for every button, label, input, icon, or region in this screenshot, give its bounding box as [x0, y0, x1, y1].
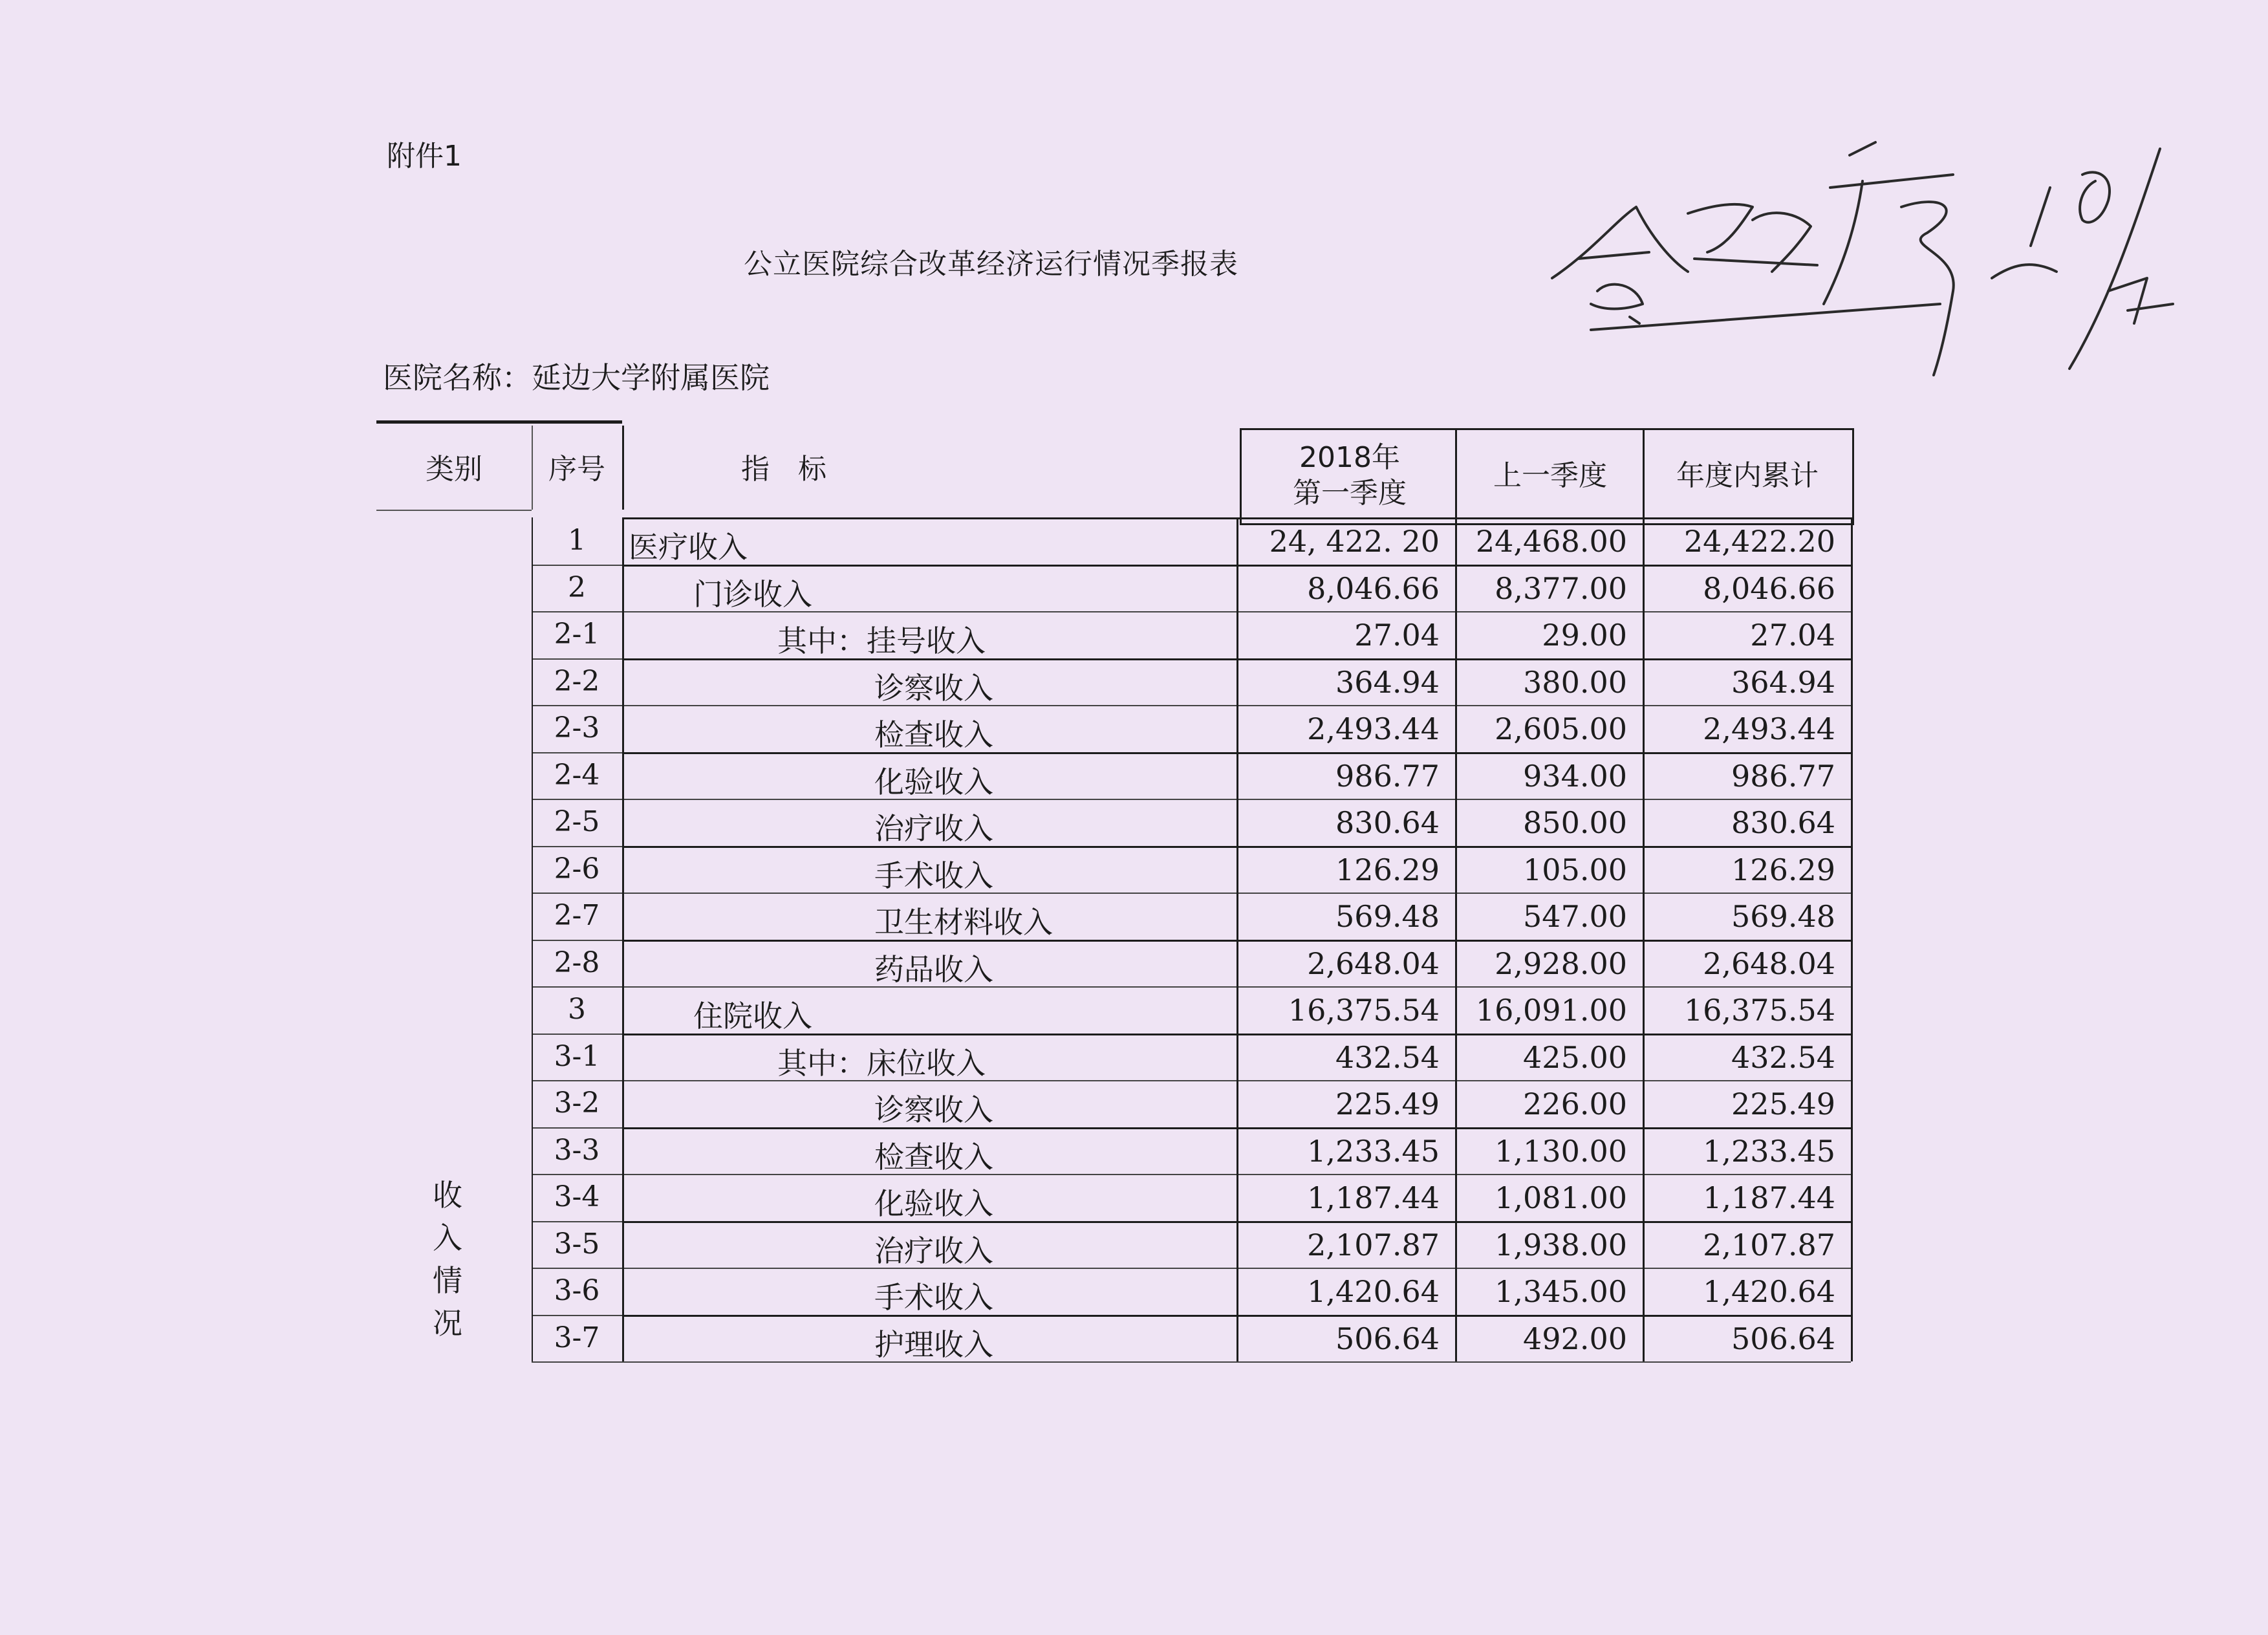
category-char: 入 — [433, 1220, 462, 1255]
header-amount-frame — [1240, 428, 1854, 525]
report-title: 公立医院综合改革经济运行情况季报表 — [744, 248, 1238, 281]
index-row-rule — [532, 1221, 622, 1222]
row-prev-value: 547.00 — [1523, 899, 1627, 934]
q1-right-border — [1455, 517, 1457, 1361]
row-prev-value: 934.00 — [1523, 758, 1627, 794]
category-char: 情 — [433, 1263, 462, 1298]
row-indicator: 诊察收入 — [874, 1092, 993, 1127]
row-ytd-value: 2,648.04 — [1703, 946, 1835, 981]
row-index: 2 — [568, 570, 586, 604]
row-indicator: 卫生材料收入 — [874, 905, 1053, 940]
row-indicator: 护理收入 — [874, 1326, 993, 1361]
row-ytd-value: 2,493.44 — [1703, 711, 1835, 746]
index-row-rule — [532, 1315, 622, 1316]
attachment-label: 附件1 — [387, 140, 462, 173]
row-prev-value: 1,345.00 — [1495, 1274, 1627, 1309]
row-index: 2-3 — [554, 711, 600, 744]
row-index: 2-2 — [554, 664, 600, 698]
row-indicator: 化验收入 — [874, 764, 993, 799]
row-prev-value: 226.00 — [1523, 1087, 1627, 1121]
handwritten-signature — [1539, 97, 2186, 407]
row-q1-value: 364.94 — [1335, 664, 1440, 700]
index-row-rule — [532, 1268, 622, 1269]
row-ytd-value: 27.04 — [1750, 618, 1835, 653]
category-separator — [376, 510, 532, 511]
index-row-rule — [532, 799, 622, 800]
category-label-vertical — [428, 1174, 467, 1345]
index-row-rule — [532, 1127, 622, 1129]
index-row-rule — [532, 611, 622, 612]
index-row-rule — [532, 893, 622, 894]
index-row-rule — [532, 565, 622, 566]
row-ytd-value: 2,107.87 — [1703, 1227, 1835, 1262]
row-q1-value: 24, 422. 20 — [1269, 524, 1440, 559]
row-ytd-value: 1,233.45 — [1703, 1133, 1835, 1169]
row-prev-value: 1,938.00 — [1495, 1227, 1627, 1262]
row-ytd-value: 126.29 — [1731, 852, 1835, 887]
row-ytd-value: 569.48 — [1731, 899, 1835, 934]
row-q1-value: 16,375.54 — [1288, 993, 1440, 1028]
row-indicator: 化验收入 — [874, 1186, 993, 1221]
row-prev-value: 1,130.00 — [1495, 1133, 1627, 1169]
index-row-rule — [532, 752, 622, 753]
row-q1-value: 2,107.87 — [1307, 1227, 1440, 1262]
indicator-right-border — [1237, 517, 1238, 1361]
row-ytd-value: 1,420.64 — [1703, 1274, 1835, 1309]
row-ytd-value: 506.64 — [1731, 1321, 1835, 1356]
header-divider-index — [622, 426, 624, 510]
row-index: 3-7 — [554, 1321, 600, 1354]
row-index: 3-3 — [554, 1133, 600, 1167]
table-right-border — [1851, 517, 1853, 1361]
header-prev-quarter: 上一季度 — [1493, 459, 1607, 492]
row-q1-value: 432.54 — [1335, 1039, 1440, 1075]
row-index: 3-1 — [554, 1039, 600, 1073]
index-left-border — [532, 517, 533, 1361]
header-q1-quarter: 第一季度 — [1293, 477, 1407, 510]
row-prev-value: 29.00 — [1542, 618, 1627, 653]
row-q1-value: 1,420.64 — [1307, 1274, 1440, 1309]
row-prev-value: 1,081.00 — [1495, 1180, 1627, 1215]
row-prev-value: 16,091.00 — [1475, 993, 1627, 1028]
index-row-rule — [532, 705, 622, 706]
row-ytd-value: 8,046.66 — [1703, 570, 1835, 606]
row-q1-value: 1,233.45 — [1307, 1133, 1440, 1169]
header-indicator: 指 标 — [741, 452, 826, 486]
header-top-rule — [376, 420, 622, 424]
row-indicator: 医疗收入 — [629, 530, 748, 565]
row-q1-value: 2,648.04 — [1307, 946, 1440, 981]
index-row-rule — [532, 846, 622, 847]
index-row-rule — [532, 1361, 622, 1363]
row-ytd-value: 830.64 — [1731, 805, 1835, 840]
row-ytd-value: 364.94 — [1731, 664, 1835, 700]
header-divider-2 — [1643, 428, 1645, 525]
row-indicator: 手术收入 — [874, 1280, 993, 1315]
header-index: 序号 — [548, 452, 605, 486]
hospital-name-line: 医院名称：延边大学附属医院 — [383, 360, 770, 395]
index-row-rule — [532, 940, 622, 941]
row-index: 2-7 — [554, 899, 600, 932]
category-char: 况 — [433, 1306, 462, 1341]
row-indicator: 手术收入 — [874, 858, 993, 893]
row-prev-value: 850.00 — [1523, 805, 1627, 840]
index-row-rule — [532, 1174, 622, 1175]
row-prev-value: 2,605.00 — [1495, 711, 1627, 746]
row-q1-value: 225.49 — [1335, 1087, 1440, 1121]
row-prev-value: 425.00 — [1523, 1039, 1627, 1075]
header-divider-category — [532, 426, 533, 510]
row-ytd-value: 225.49 — [1731, 1087, 1835, 1121]
row-index: 1 — [568, 524, 586, 557]
header-ytd: 年度内累计 — [1676, 459, 1819, 492]
row-q1-value: 27.04 — [1354, 618, 1440, 653]
index-row-rule — [532, 986, 622, 988]
row-index: 2-1 — [554, 618, 600, 651]
row-indicator: 住院收入 — [693, 999, 812, 1034]
row-index: 2-8 — [554, 946, 600, 979]
row-index: 2-6 — [554, 852, 600, 885]
row-q1-value: 506.64 — [1335, 1321, 1440, 1356]
index-row-rule — [532, 1080, 622, 1081]
row-ytd-value: 24,422.20 — [1683, 524, 1835, 559]
row-rule — [622, 1361, 1851, 1363]
row-prev-value: 24,468.00 — [1475, 524, 1627, 559]
body-top-rule — [622, 517, 1851, 519]
row-q1-value: 1,187.44 — [1307, 1180, 1440, 1215]
row-prev-value: 380.00 — [1523, 664, 1627, 700]
row-index: 3-6 — [554, 1274, 600, 1307]
row-prev-value: 492.00 — [1523, 1321, 1627, 1356]
row-index: 3-5 — [554, 1227, 600, 1261]
row-index: 2-5 — [554, 805, 600, 838]
prev-right-border — [1643, 517, 1645, 1361]
row-indicator: 药品收入 — [874, 951, 993, 986]
header-category: 类别 — [426, 452, 482, 486]
row-index: 3-4 — [554, 1180, 600, 1213]
row-indicator: 治疗收入 — [874, 811, 993, 846]
header-q1-year: 2018年 — [1299, 441, 1400, 474]
row-q1-value: 8,046.66 — [1307, 570, 1440, 606]
row-index: 2-4 — [554, 758, 600, 792]
row-indicator: 门诊收入 — [693, 576, 812, 611]
row-q1-value: 126.29 — [1335, 852, 1440, 887]
index-right-border — [622, 517, 624, 1361]
row-indicator: 治疗收入 — [874, 1233, 993, 1268]
row-indicator: 检查收入 — [874, 1139, 993, 1174]
row-prev-value: 105.00 — [1523, 852, 1627, 887]
row-indicator: 诊察收入 — [874, 670, 993, 705]
row-prev-value: 8,377.00 — [1495, 570, 1627, 606]
row-indicator: 其中：挂号收入 — [777, 623, 986, 658]
row-ytd-value: 432.54 — [1731, 1039, 1835, 1075]
header-divider-1 — [1455, 428, 1457, 525]
row-indicator: 检查收入 — [874, 717, 993, 752]
row-ytd-value: 986.77 — [1731, 758, 1835, 794]
index-row-rule — [532, 658, 622, 660]
row-index: 3-2 — [554, 1087, 600, 1120]
index-row-rule — [532, 1034, 622, 1035]
row-index: 3 — [568, 993, 586, 1026]
row-q1-value: 986.77 — [1335, 758, 1440, 794]
category-char: 收 — [433, 1178, 462, 1213]
row-ytd-value: 1,187.44 — [1703, 1180, 1835, 1215]
row-indicator: 其中：床位收入 — [777, 1045, 986, 1080]
row-q1-value: 569.48 — [1335, 899, 1440, 934]
row-q1-value: 830.64 — [1335, 805, 1440, 840]
row-q1-value: 2,493.44 — [1307, 711, 1440, 746]
row-ytd-value: 16,375.54 — [1683, 993, 1835, 1028]
row-prev-value: 2,928.00 — [1495, 946, 1627, 981]
